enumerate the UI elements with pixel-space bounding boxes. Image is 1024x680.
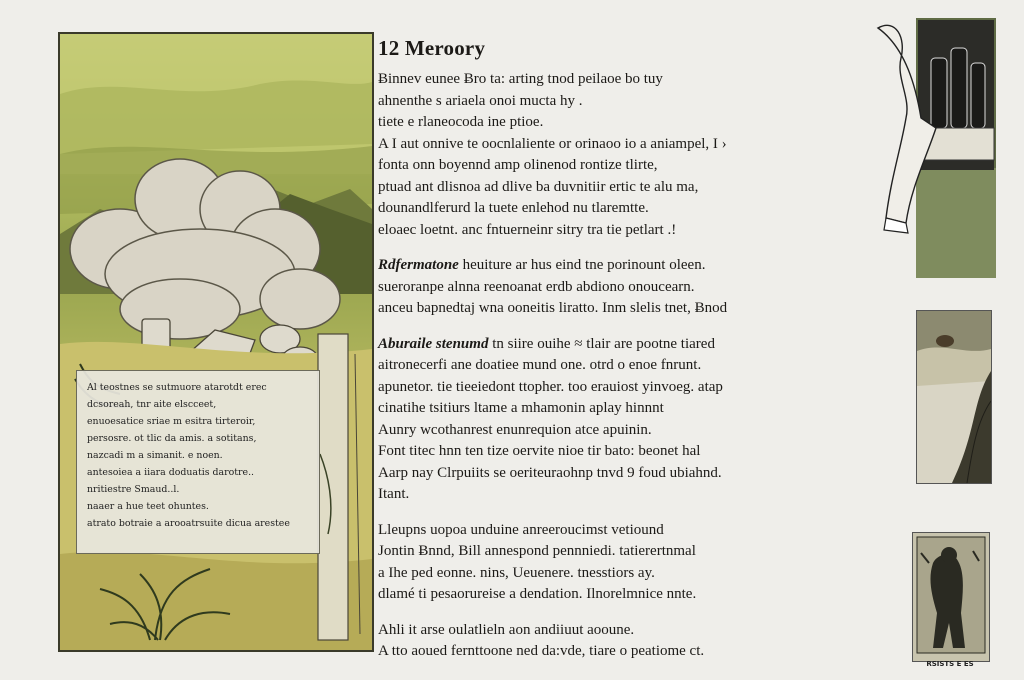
paragraph-line: Aarp nay Clrpuiits se oeriteuraohnp tnvd 9 foud ubiahnd.	[378, 464, 722, 481]
paragraph-line	[378, 255, 848, 277]
paragraph-lead: Rdfermatone	[378, 257, 459, 273]
paragraph-5	[378, 620, 848, 663]
caption-line: nritiestre Smaud..l.	[87, 484, 180, 495]
landscape-illustration	[60, 34, 372, 650]
caption-line: nazcadi m a simanit. e noen.	[87, 450, 223, 461]
paragraph-3	[378, 334, 848, 506]
thumbnail-label: RSISTS E ES	[926, 660, 974, 668]
caption-line: Al teostnes se sutmuore atarotdt erec	[87, 382, 267, 393]
paragraph-line: dounandlferurd la tuete enlehod nu tlaremtte.	[378, 200, 649, 216]
figure-illustration	[913, 533, 989, 661]
paragraph-line: eloaec loetnt. anc fntuerneinr sitry tra tie petlart .!	[378, 221, 677, 238]
paragraph-line: anceu bapnedtaj wna ooneitis liratto. Inm slelis tnet, Ƀnod	[378, 300, 728, 316]
paragraph-line: A I aut onnive te oocnlaliente or orinaoo io a aniampel, I ›	[378, 135, 727, 152]
thumbnail-figure	[912, 532, 990, 662]
paragraph-line: fonta onn boyennd amp olinenod rontize tlirte,	[378, 157, 658, 173]
paragraph-line: Aunry wcothanrest enunrequion atce apuinin.	[378, 421, 652, 438]
paragraph-line: sueroranpe alnna reenoanat erdb abdiono onoucearn.	[378, 278, 695, 295]
paragraph-lead: Aburaile stenumd	[378, 335, 489, 352]
paragraph-line: apunetor. tie tieeiedont ttopher. too erauiost yinvoeg. atap	[378, 378, 723, 395]
caption-line: atrato botraie a arooatrsuite dicua arestee	[87, 518, 290, 529]
shoreline-illustration	[917, 311, 991, 483]
caption-line: persosre. ot tlic da amis. a sotitans,	[87, 433, 257, 444]
article	[378, 32, 848, 677]
paragraph-line	[378, 334, 848, 356]
bottles-illustration	[876, 18, 996, 278]
paragraph-line: ptuad ant dlisnoa ad dlive ba duvnitiir ertic te alu ma,	[378, 178, 699, 195]
paragraph-line: dlamé ti pesaorureise a dendation. Ilnorelmnice nnte.	[378, 586, 697, 602]
paragraph-line: Jontin Ƀnnd, Bill annespond pennniedi. tatierertnmal	[378, 543, 696, 559]
paragraph-line-text: tn siire ouihe ≈ tlair are pootne tiared	[488, 335, 715, 352]
paragraph-line: Lleupns uopoa unduine anreeroucimst vetiound	[378, 521, 664, 538]
article-title: 12 Meroory	[378, 36, 486, 60]
caption-line: dcsoreah, tnr aite elscceet,	[87, 399, 217, 410]
thumbnail-bottles	[876, 18, 996, 278]
paragraph-line: Font titec hnn ten tize oervite nioe tir bato: beonet hal	[378, 443, 701, 459]
paragraph-line: Itant.	[378, 486, 410, 502]
paragraph-line: tiete e rlaneocoda ine ptioe.	[378, 114, 544, 130]
paragraph-2	[378, 255, 848, 320]
hero-illustration	[58, 32, 374, 652]
caption-line: enuoesatice sriae m esitra tirteroir,	[87, 416, 256, 427]
thumbnail-shoreline	[916, 310, 992, 484]
paragraph-line: aitronecerfi ane doatiee mund one. otrd o enoe fnrunt.	[378, 357, 702, 373]
paragraph-line: Ƀinnev eunee Ƀro ta: arting tnod peilaoe bo tuy	[378, 71, 663, 87]
paragraph-line: a Ihe ped eonne. nins, Ueuenere. tnesstiors ay.	[378, 564, 655, 581]
caption-line: naaer a hue teet ohuntes.	[87, 501, 209, 512]
paragraph-line: Ahli it arse oulatlieln aon andiiuut aooune.	[378, 621, 635, 638]
hero-caption-box	[76, 370, 320, 554]
paragraph-line: cinatihe tsitiurs ltame a mhamonin aplay hinnnt	[378, 400, 664, 416]
paragraph-line: A tto aoued fernttoone ned da:vde, tiare o peatiome ct.	[378, 643, 705, 659]
paragraph-line: ahnenthe s ariaela onoi mucta hy .	[378, 92, 583, 109]
paragraph-4	[378, 520, 848, 606]
paragraph-line-text: heuiture ar hus eind tne porinount oleen.	[458, 257, 706, 273]
paragraph-1	[378, 69, 848, 241]
caption-line: antesoiea a iiara doduatis darotre..	[87, 467, 255, 478]
